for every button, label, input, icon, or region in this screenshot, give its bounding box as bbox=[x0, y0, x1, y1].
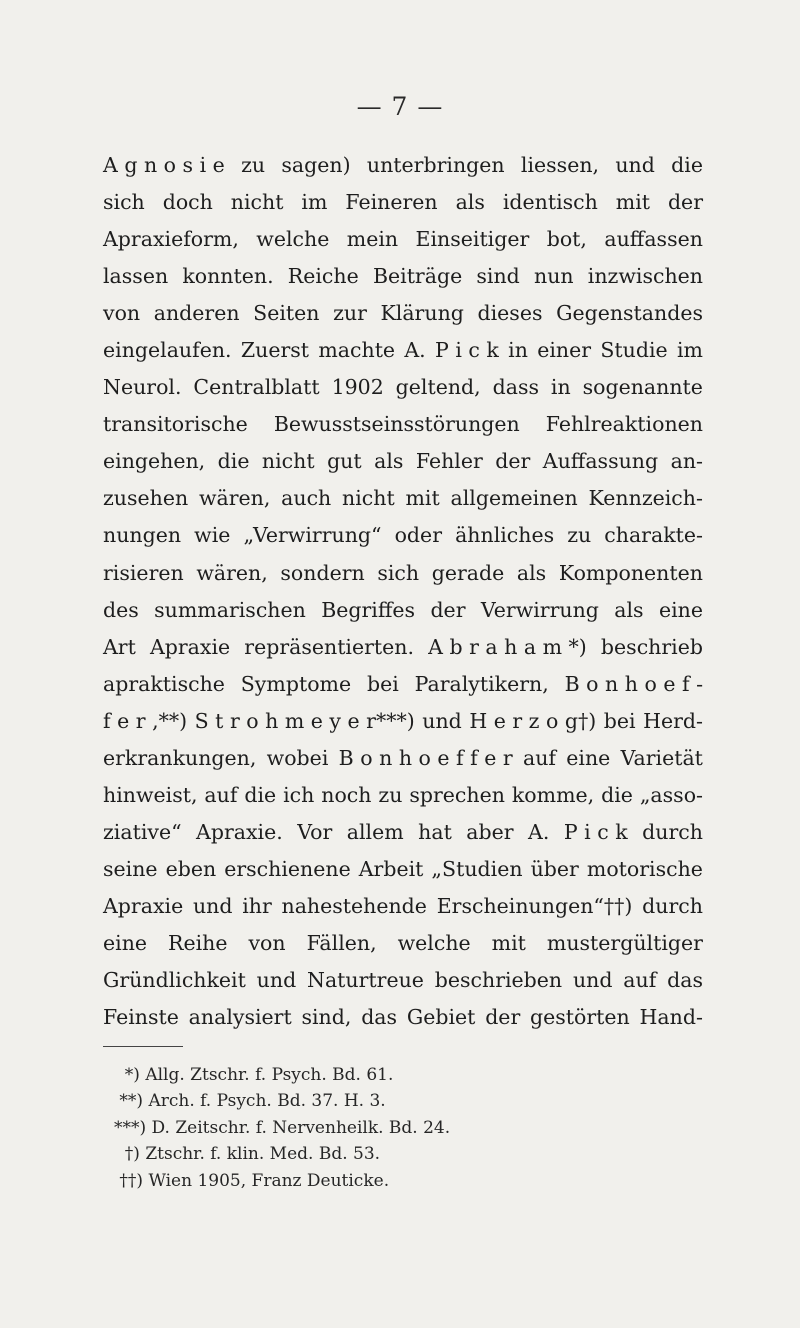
word: apraktische bbox=[103, 671, 225, 696]
word: mit bbox=[491, 930, 526, 955]
word: wobei bbox=[266, 745, 329, 770]
word: f e r ,**) bbox=[103, 708, 188, 733]
word: welche bbox=[256, 227, 330, 252]
word: auffassen bbox=[604, 227, 703, 252]
word: allgemeinen bbox=[450, 486, 578, 511]
text-line bbox=[103, 147, 703, 184]
footnote: †) Ztschr. f. klin. Med. Bd. 53. bbox=[114, 1144, 381, 1165]
word: Gebiet bbox=[406, 1005, 476, 1030]
word: die bbox=[217, 449, 250, 474]
word: sprechen bbox=[409, 782, 505, 807]
word: einer bbox=[537, 338, 592, 363]
word: S t r o h m e y e r***) bbox=[194, 708, 415, 733]
word: Komponenten bbox=[558, 560, 703, 585]
word: von bbox=[103, 301, 141, 326]
word: eine bbox=[566, 745, 611, 770]
word: und bbox=[572, 968, 613, 993]
word: P i c k bbox=[563, 819, 628, 844]
text-line bbox=[103, 517, 703, 554]
word: charakte- bbox=[604, 523, 703, 548]
word: anderen bbox=[153, 301, 240, 326]
word: nicht bbox=[230, 190, 284, 215]
word: geltend, bbox=[395, 375, 481, 400]
word: Symptome bbox=[240, 671, 352, 696]
word: im bbox=[676, 338, 703, 363]
word: als bbox=[374, 449, 404, 474]
word: gestörten bbox=[530, 1005, 630, 1030]
word: über bbox=[530, 856, 579, 881]
word: Arbeit bbox=[358, 856, 424, 881]
word: ihr bbox=[242, 893, 272, 918]
word: nun bbox=[534, 264, 574, 289]
word: Hand- bbox=[639, 1005, 703, 1030]
page-number: — 7 — bbox=[356, 92, 444, 121]
word: mein bbox=[346, 227, 399, 252]
word: H e r z o g†) bbox=[469, 708, 597, 733]
word: Verwirrung bbox=[480, 597, 599, 622]
word: als bbox=[516, 560, 547, 585]
word: zu bbox=[378, 782, 403, 807]
word: und bbox=[422, 708, 462, 733]
word: auf bbox=[623, 968, 657, 993]
word: gerade bbox=[431, 560, 505, 585]
word: auf bbox=[522, 745, 556, 770]
word: in bbox=[550, 375, 571, 400]
word: eine bbox=[103, 930, 148, 955]
text-line bbox=[103, 406, 703, 443]
word: transitorische bbox=[103, 412, 248, 437]
word: Erscheinungen“††) bbox=[436, 893, 633, 918]
word: Auffassung bbox=[542, 449, 659, 474]
word: Klärung bbox=[380, 301, 464, 326]
text-line bbox=[103, 480, 703, 517]
word: Apraxie. bbox=[196, 819, 283, 844]
word: ich bbox=[283, 782, 315, 807]
text-line bbox=[103, 740, 703, 777]
word: und bbox=[256, 968, 297, 993]
word: welche bbox=[397, 930, 471, 955]
word: „Studien bbox=[431, 856, 523, 881]
word: analysiert bbox=[188, 1005, 292, 1030]
word: in bbox=[508, 338, 528, 363]
word: der bbox=[667, 190, 703, 215]
word: risieren bbox=[103, 560, 184, 585]
word: Begriffes bbox=[321, 597, 416, 622]
word: ziative“ bbox=[103, 819, 182, 844]
word: „Verwirrung“ bbox=[243, 523, 382, 548]
footnote: ††) Wien 1905, Franz Deuticke. bbox=[114, 1170, 390, 1191]
word: „asso- bbox=[639, 782, 703, 807]
word: wie bbox=[194, 523, 231, 548]
text-line bbox=[103, 999, 703, 1036]
word: P i c k bbox=[435, 338, 499, 363]
body-text bbox=[103, 147, 703, 1036]
word: 1902 bbox=[331, 375, 384, 400]
word: Naturtreue bbox=[307, 968, 424, 993]
word: sich bbox=[103, 190, 145, 215]
word: wären, bbox=[196, 560, 268, 585]
word: aber bbox=[466, 819, 514, 844]
word: inzwischen bbox=[587, 264, 703, 289]
word: der bbox=[430, 597, 466, 622]
text-line bbox=[103, 703, 703, 740]
footnote: ***) D. Zeitschr. f. Nervenheilk. Bd. 24. bbox=[114, 1117, 451, 1138]
word: zusehen bbox=[103, 486, 189, 511]
word: Beiträge bbox=[372, 264, 463, 289]
word: liessen, bbox=[520, 153, 600, 177]
word: Fehler bbox=[415, 449, 483, 474]
word: mit bbox=[615, 190, 650, 215]
word: auch bbox=[281, 486, 332, 511]
word: durch bbox=[642, 893, 703, 918]
word: Seiten bbox=[253, 301, 320, 326]
word: zu bbox=[567, 523, 592, 548]
word: eben bbox=[165, 856, 217, 881]
text-line bbox=[103, 814, 703, 851]
word: bei bbox=[366, 671, 399, 696]
word: beschrieben bbox=[434, 968, 563, 993]
word: Fällen, bbox=[306, 930, 377, 955]
word: Neurol. bbox=[103, 375, 182, 400]
word: dieses bbox=[477, 301, 543, 326]
word: komme, bbox=[511, 782, 595, 807]
word: Zuerst bbox=[240, 338, 310, 363]
text-line bbox=[103, 332, 703, 369]
word: summarischen bbox=[154, 597, 306, 622]
word: die bbox=[244, 782, 277, 807]
footnote: **) Arch. f. Psych. Bd. 37. H. 3. bbox=[114, 1091, 386, 1112]
word: identisch bbox=[502, 190, 598, 215]
word: sondern bbox=[280, 560, 365, 585]
word: wären, bbox=[198, 486, 271, 511]
word: B o n h o e f - bbox=[564, 671, 703, 696]
word: im bbox=[301, 190, 328, 215]
word: Reihe bbox=[168, 930, 228, 955]
word: Bewusstseinsstörungen bbox=[273, 412, 520, 437]
word: Gründlichkeit bbox=[103, 968, 246, 993]
word: A. bbox=[528, 819, 550, 844]
footnote-rule bbox=[103, 1046, 183, 1047]
word: Paralytikern, bbox=[414, 671, 549, 696]
word: eine bbox=[658, 597, 703, 622]
word: erschienene bbox=[224, 856, 351, 881]
word: sich bbox=[377, 560, 420, 585]
word: Vor bbox=[297, 819, 333, 844]
word: noch bbox=[321, 782, 372, 807]
word: nicht bbox=[261, 449, 315, 474]
text-line bbox=[103, 295, 703, 332]
word: als bbox=[455, 190, 485, 215]
word: unterbringen bbox=[366, 153, 505, 177]
footnotes bbox=[114, 1062, 614, 1194]
word: die bbox=[601, 782, 633, 807]
word: eingehen, bbox=[103, 449, 206, 474]
text-line bbox=[103, 666, 703, 703]
text-line bbox=[103, 369, 703, 406]
word: A. bbox=[404, 338, 426, 363]
word: sind bbox=[476, 264, 520, 289]
word: A b r a h a m *) bbox=[428, 634, 587, 659]
text-line bbox=[103, 221, 703, 258]
text-line bbox=[103, 555, 703, 592]
word: hinweist, bbox=[103, 782, 198, 807]
text-line bbox=[103, 851, 703, 888]
word: Feinste bbox=[103, 1005, 179, 1030]
text-line bbox=[103, 629, 703, 666]
word: Reiche bbox=[287, 264, 359, 289]
word: Varietät bbox=[620, 745, 703, 770]
word: repräsentierten. bbox=[244, 634, 415, 659]
word: das bbox=[667, 968, 703, 993]
word: seine bbox=[103, 856, 158, 881]
word: sagen) bbox=[281, 153, 351, 177]
word: nahestehende bbox=[281, 893, 427, 918]
word: des bbox=[103, 597, 139, 622]
word: das bbox=[361, 1005, 398, 1030]
word: Herd- bbox=[643, 708, 703, 733]
text-line bbox=[103, 443, 703, 480]
word: mustergültiger bbox=[546, 930, 703, 955]
word: Apraxieform, bbox=[103, 227, 239, 252]
word: an- bbox=[670, 449, 703, 474]
word: sogenannte bbox=[582, 375, 703, 400]
word: nicht bbox=[342, 486, 395, 511]
word: Einseitiger bbox=[415, 227, 530, 252]
word: der bbox=[485, 1005, 521, 1030]
text-line bbox=[103, 962, 703, 999]
word: die bbox=[671, 153, 703, 177]
word: konnten. bbox=[182, 264, 274, 289]
text-line bbox=[103, 258, 703, 295]
word: ähnliches bbox=[455, 523, 555, 548]
footnote: *) Allg. Ztschr. f. Psych. Bd. 61. bbox=[114, 1065, 394, 1085]
text-line bbox=[103, 925, 703, 962]
text-line bbox=[103, 592, 703, 629]
word: zu bbox=[241, 153, 266, 177]
word: auf bbox=[204, 782, 238, 807]
word: eingelaufen. bbox=[103, 338, 232, 363]
word: Kennzeich- bbox=[588, 486, 703, 511]
word: von bbox=[248, 930, 286, 955]
word: gut bbox=[327, 449, 362, 474]
word: und bbox=[192, 893, 233, 918]
word: beschrieb bbox=[600, 634, 703, 659]
word: Apraxie bbox=[149, 634, 231, 659]
word: A g n o s i e bbox=[103, 153, 225, 177]
word: der bbox=[495, 449, 531, 474]
word: oder bbox=[394, 523, 442, 548]
word: mit bbox=[405, 486, 440, 511]
word: bei bbox=[603, 708, 636, 733]
text-line bbox=[103, 888, 703, 925]
word: B o n h o e f f e r bbox=[338, 745, 513, 770]
word: Centralblatt bbox=[193, 375, 320, 400]
word: Fehlreaktionen bbox=[545, 412, 703, 437]
word: durch bbox=[642, 819, 703, 844]
word: Art bbox=[103, 634, 136, 659]
text-line bbox=[103, 184, 703, 221]
word: Studie bbox=[600, 338, 668, 363]
text-line bbox=[103, 777, 703, 814]
word: zur bbox=[333, 301, 367, 326]
word: Apraxie bbox=[103, 893, 184, 918]
word: nungen bbox=[103, 523, 182, 548]
word: allem bbox=[346, 819, 404, 844]
word: und bbox=[615, 153, 655, 177]
word: dass bbox=[492, 375, 539, 400]
word: Feineren bbox=[345, 190, 438, 215]
word: hat bbox=[418, 819, 452, 844]
word: bot, bbox=[546, 227, 587, 252]
word: als bbox=[614, 597, 644, 622]
word: Gegenstandes bbox=[556, 301, 703, 326]
word: machte bbox=[318, 338, 396, 363]
word: erkrankungen, bbox=[103, 745, 257, 770]
word: doch bbox=[162, 190, 213, 215]
word: sind, bbox=[301, 1005, 352, 1030]
word: lassen bbox=[103, 264, 169, 289]
word: motorische bbox=[586, 856, 703, 881]
